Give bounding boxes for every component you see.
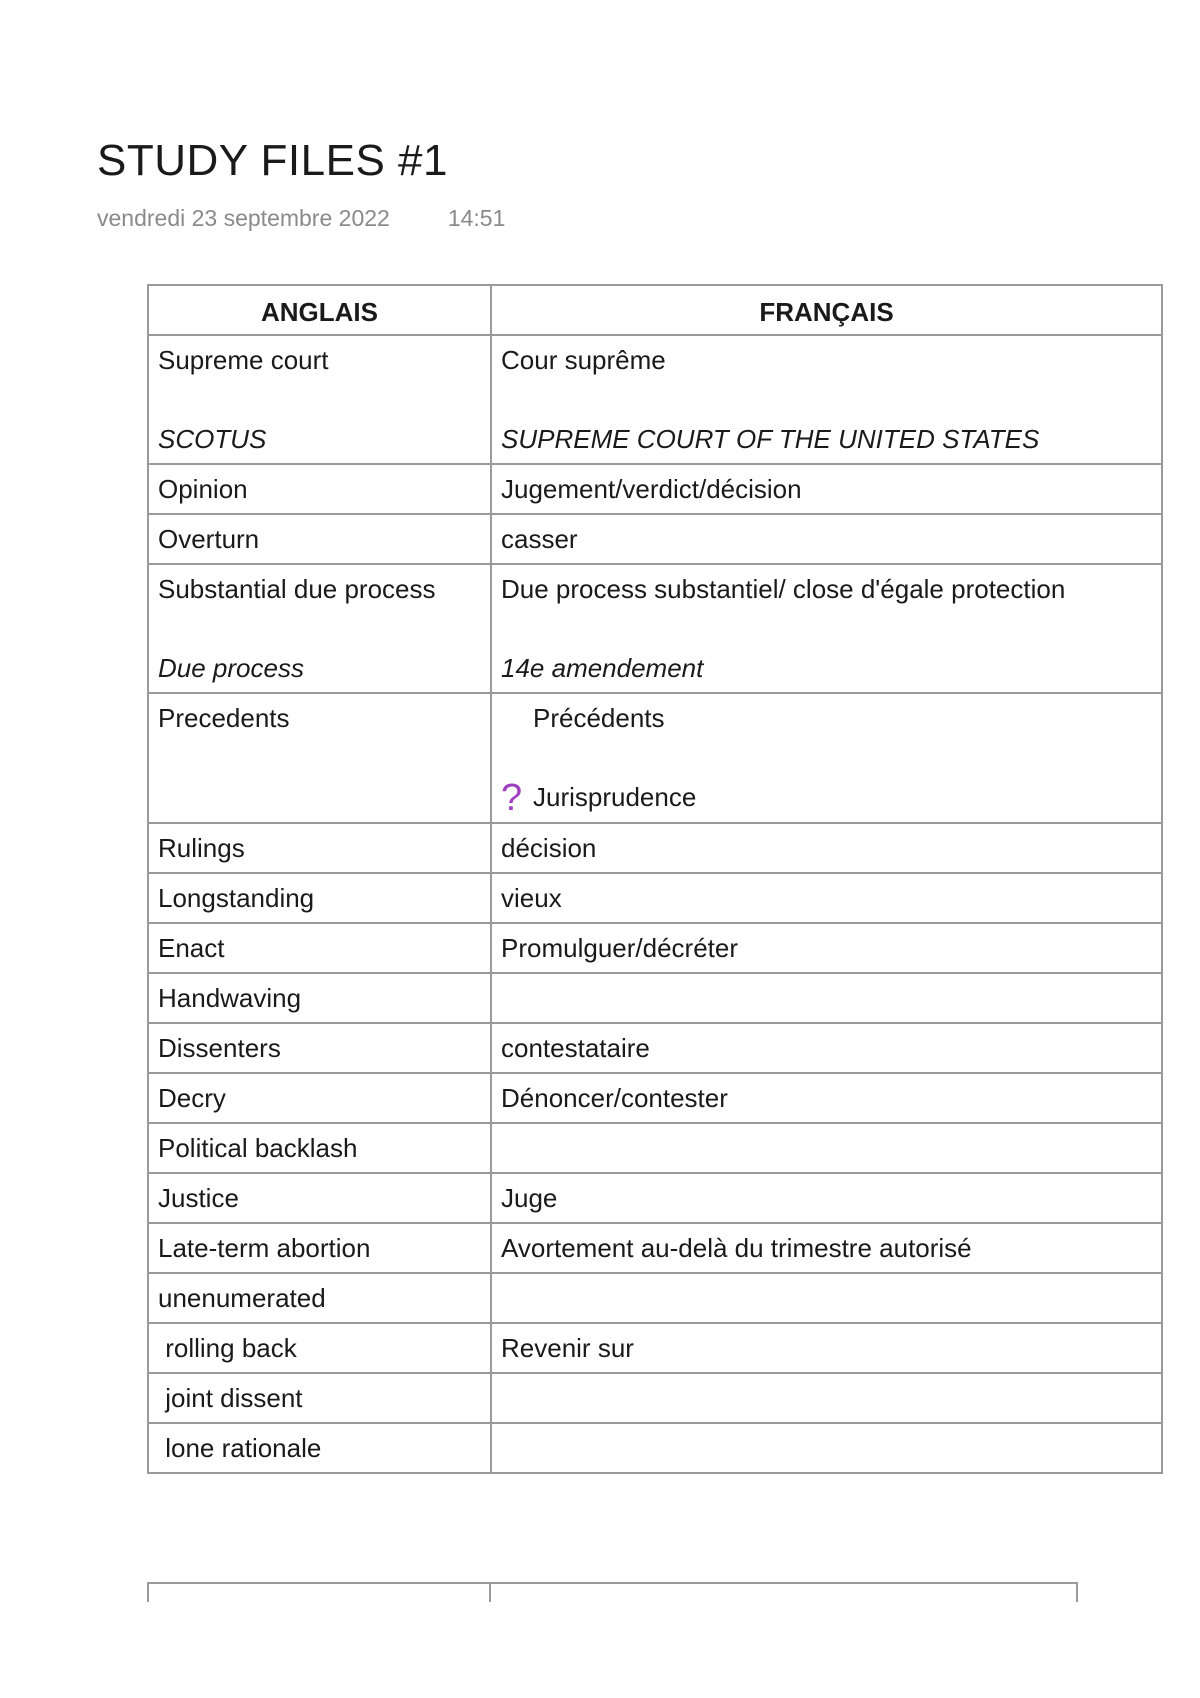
table-row <box>148 1273 1162 1323</box>
cell-fr[interactable] <box>491 693 1162 823</box>
page-title: STUDY FILES #1 <box>97 136 448 185</box>
cell-en[interactable]: lone rationale <box>148 1423 491 1473</box>
cell-en[interactable]: Late-term abortion <box>148 1223 491 1273</box>
page-meta <box>97 205 505 232</box>
cell-en[interactable]: unenumerated <box>148 1273 491 1323</box>
term-fr-secondary: SUPREME COURT OF THE UNITED STATES <box>501 424 1040 454</box>
term-en: Precedents <box>158 703 290 733</box>
cell-en[interactable] <box>148 693 491 823</box>
cell-fr[interactable]: Jugement/verdict/décision <box>491 464 1162 514</box>
table-row <box>148 1173 1162 1223</box>
table-header-row <box>148 285 1162 335</box>
cell-fr[interactable]: casser <box>491 514 1162 564</box>
table-row <box>148 335 1162 464</box>
cell-en[interactable]: Decry <box>148 1073 491 1123</box>
cell-fr[interactable]: Dénoncer/contester <box>491 1073 1162 1123</box>
table-row <box>148 693 1162 823</box>
table-row <box>148 1073 1162 1123</box>
table-row <box>148 1223 1162 1273</box>
cell-fr[interactable] <box>491 1373 1162 1423</box>
vocabulary-table <box>147 284 1163 1474</box>
cell-en[interactable]: Rulings <box>148 823 491 873</box>
cell-en[interactable] <box>148 564 491 693</box>
term-fr-secondary: 14e amendement <box>501 653 704 683</box>
table-row <box>148 514 1162 564</box>
cell-fr[interactable]: Promulguer/décréter <box>491 923 1162 973</box>
cell-fr[interactable]: vieux <box>491 873 1162 923</box>
cell-fr[interactable]: décision <box>491 823 1162 873</box>
term-fr: Cour suprême <box>501 345 666 375</box>
term-fr: Précédents <box>533 703 665 733</box>
table-row <box>148 873 1162 923</box>
table-row <box>148 1423 1162 1473</box>
header-anglais: ANGLAIS <box>148 285 491 335</box>
cell-fr[interactable] <box>491 564 1162 693</box>
table-row <box>148 823 1162 873</box>
table-row <box>148 564 1162 693</box>
cell-fr[interactable] <box>491 973 1162 1023</box>
table-row <box>148 1323 1162 1373</box>
term-en-secondary: SCOTUS <box>158 424 267 454</box>
term-fr-secondary: Jurisprudence <box>533 782 697 812</box>
cell-en[interactable]: Dissenters <box>148 1023 491 1073</box>
page-date: vendredi 23 septembre 2022 <box>97 205 390 231</box>
table-row <box>148 1373 1162 1423</box>
partial-table-top <box>147 1582 1078 1602</box>
cell-fr[interactable] <box>491 1423 1162 1473</box>
term-en: Supreme court <box>158 345 329 375</box>
cell-en[interactable] <box>148 335 491 464</box>
cell-en[interactable]: Opinion <box>148 464 491 514</box>
cell-en[interactable]: rolling back <box>148 1323 491 1373</box>
term-fr: Due process substantiel/ close d'égale protection <box>501 574 1066 604</box>
cell-en[interactable]: Overturn <box>148 514 491 564</box>
cell-en[interactable]: joint dissent <box>148 1373 491 1423</box>
cell-fr[interactable]: Avortement au-delà du trimestre autorisé <box>491 1223 1162 1273</box>
cell-fr[interactable] <box>491 1123 1162 1173</box>
table-row <box>148 973 1162 1023</box>
table-row <box>148 923 1162 973</box>
cell-fr[interactable]: contestataire <box>491 1023 1162 1073</box>
cell-en[interactable]: Justice <box>148 1173 491 1223</box>
term-en-secondary: Due process <box>158 653 304 683</box>
cell-fr[interactable] <box>491 1273 1162 1323</box>
cell-en[interactable]: Enact <box>148 923 491 973</box>
cell-en[interactable]: Political backlash <box>148 1123 491 1173</box>
term-en: Substantial due process <box>158 574 436 604</box>
cell-fr[interactable]: Juge <box>491 1173 1162 1223</box>
cell-en[interactable]: Handwaving <box>148 973 491 1023</box>
table-row <box>148 1123 1162 1173</box>
cell-fr[interactable] <box>491 335 1162 464</box>
cell-en[interactable]: Longstanding <box>148 873 491 923</box>
page-time: 14:51 <box>447 205 506 231</box>
table-row <box>148 464 1162 514</box>
header-francais: FRANÇAIS <box>491 285 1162 335</box>
cell-fr[interactable]: Revenir sur <box>491 1323 1162 1373</box>
question-mark-icon: ? <box>501 777 523 819</box>
table-row <box>148 1023 1162 1073</box>
